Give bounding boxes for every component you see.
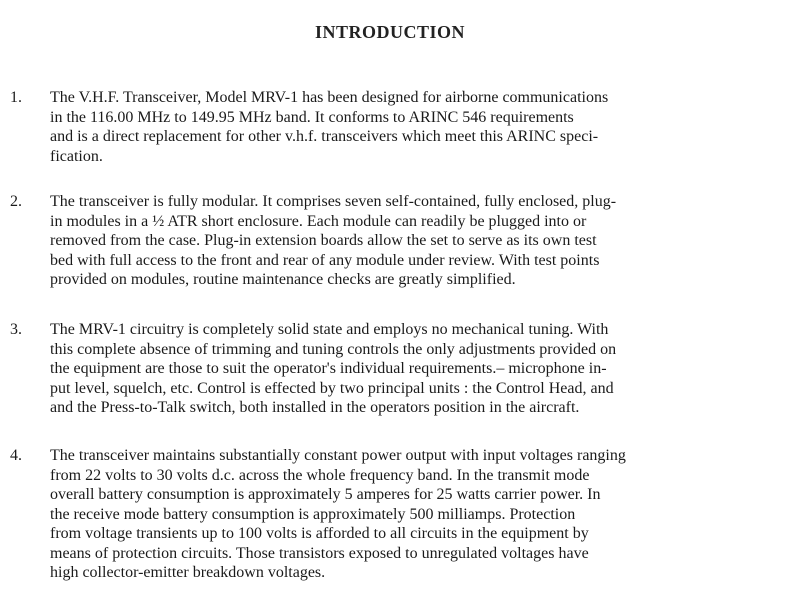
text-line: means of protection circuits. Those transistors exposed to unregulated voltages have: [50, 544, 589, 562]
text-line: the receive mode battery consumption is approximately 500 milliamps. Protection: [50, 505, 576, 523]
paragraph-number: 1.: [10, 89, 22, 106]
text-line: the equipment are those to suit the operator's individual requirements.– microphone in-: [50, 360, 607, 377]
text-line: and the Press-to-Talk switch, both installed in the operators position in the aircraft.: [50, 399, 580, 416]
paragraph-number: 4.: [10, 447, 22, 464]
text-line: provided on modules, routine maintenance checks are greatly simplified.: [50, 271, 516, 288]
text-line: removed from the case. Plug-in extension boards allow the set to serve as its own test: [50, 232, 597, 249]
text-line: fication.: [50, 147, 103, 165]
text-line: The MRV-1 circuitry is completely solid state and employs no mechanical tuning. With: [50, 321, 609, 338]
text-line: in the 116.00 MHz to 149.95 MHz band. It conforms to ARINC 546 requirements: [50, 108, 574, 126]
text-line: bed with full access to the front and rear of any module under review. With test points: [50, 251, 600, 269]
text-line: from voltage transients up to 100 volts is afforded to all circuits in the equipment by: [50, 525, 589, 542]
paragraph-text: [50, 320, 795, 418]
text-line: The V.H.F. Transceiver, Model MRV-1 has been designed for airborne communications: [50, 89, 609, 106]
paragraph-2: [10, 192, 795, 290]
text-line: and is a direct replacement for other v.h.f. transceivers which meet this ARINC speci-: [50, 128, 599, 145]
text-line: The transceiver maintains substantially constant power output with input voltages ranging: [50, 447, 626, 464]
paragraph-text: [50, 446, 795, 583]
page-title: INTRODUCTION: [314, 22, 466, 42]
text-line: The transceiver is fully modular. It comprises seven self-contained, fully enclosed, plug-: [50, 193, 617, 210]
text-line: from 22 volts to 30 volts d.c. across the whole frequency band. In the transmit mode: [50, 466, 590, 484]
paragraph-text: [50, 88, 795, 166]
text-line: put level, squelch, etc. Control is effected by two principal units : the Control Head, and: [50, 379, 614, 397]
paragraph-number: 3.: [10, 321, 22, 338]
paragraph-text: [50, 192, 795, 290]
text-line: overall battery consumption is approximately 5 amperes for 25 watts carrier power. In: [50, 486, 601, 503]
paragraph-4: [10, 446, 795, 583]
paragraph-number: 2.: [10, 193, 22, 210]
text-line: high collector-emitter breakdown voltages.: [50, 564, 326, 581]
paragraph-3: [10, 320, 795, 418]
text-line: in modules in a ½ ATR short enclosure. Each module can readily be plugged into or: [50, 212, 587, 230]
text-line: this complete absence of trimming and tuning controls the only adjustments provided on: [50, 340, 617, 358]
paragraph-1: [10, 88, 795, 166]
